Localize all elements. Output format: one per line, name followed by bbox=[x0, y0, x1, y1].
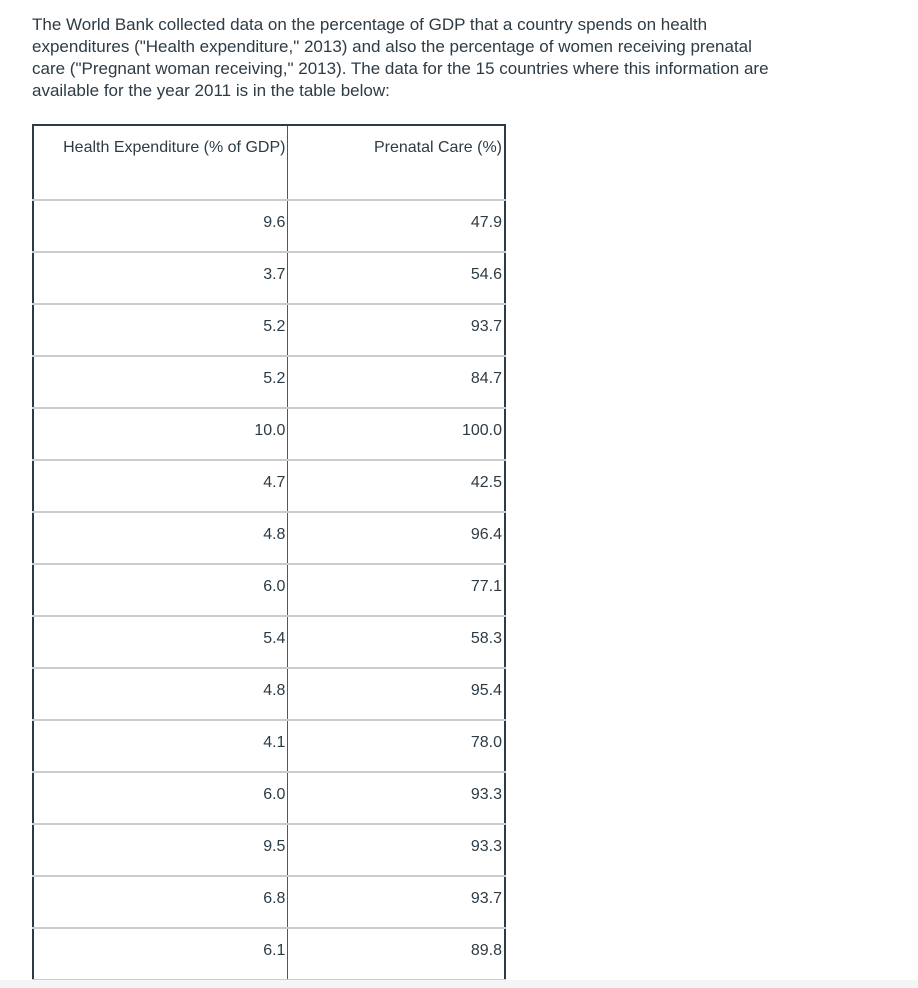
health-expenditure-cell: 5.2 bbox=[33, 304, 288, 356]
table-row bbox=[33, 252, 505, 304]
prenatal-care-cell: 47.9 bbox=[288, 200, 505, 252]
table-row bbox=[33, 356, 505, 408]
health-expenditure-cell: 10.0 bbox=[33, 408, 288, 460]
header-health-expenditure: Health Expenditure (% of GDP) bbox=[33, 125, 288, 200]
data-table bbox=[32, 124, 506, 981]
prenatal-care-cell: 93.7 bbox=[288, 876, 505, 928]
health-expenditure-cell: 6.8 bbox=[33, 876, 288, 928]
health-expenditure-cell: 6.1 bbox=[33, 928, 288, 980]
prenatal-care-cell: 93.3 bbox=[288, 772, 505, 824]
table-row bbox=[33, 616, 505, 668]
table-row bbox=[33, 304, 505, 356]
table-row bbox=[33, 772, 505, 824]
health-expenditure-cell: 9.6 bbox=[33, 200, 288, 252]
table-row bbox=[33, 408, 505, 460]
table-row bbox=[33, 824, 505, 876]
health-expenditure-cell: 4.7 bbox=[33, 460, 288, 512]
prenatal-care-cell: 54.6 bbox=[288, 252, 505, 304]
prenatal-care-cell: 93.3 bbox=[288, 824, 505, 876]
health-expenditure-cell: 6.0 bbox=[33, 772, 288, 824]
health-expenditure-cell: 3.7 bbox=[33, 252, 288, 304]
table-row bbox=[33, 720, 505, 772]
prenatal-care-cell: 84.7 bbox=[288, 356, 505, 408]
table-row bbox=[33, 928, 505, 980]
page-footer-band bbox=[0, 980, 918, 988]
prenatal-care-cell: 96.4 bbox=[288, 512, 505, 564]
prenatal-care-cell: 93.7 bbox=[288, 304, 505, 356]
prenatal-care-cell: 77.1 bbox=[288, 564, 505, 616]
prenatal-care-cell: 95.4 bbox=[288, 668, 505, 720]
health-expenditure-cell: 9.5 bbox=[33, 824, 288, 876]
table-header-row bbox=[33, 125, 505, 200]
health-expenditure-cell: 4.1 bbox=[33, 720, 288, 772]
prenatal-care-cell: 42.5 bbox=[288, 460, 505, 512]
prenatal-care-cell: 100.0 bbox=[288, 408, 505, 460]
table-row bbox=[33, 200, 505, 252]
health-expenditure-cell: 6.0 bbox=[33, 564, 288, 616]
health-expenditure-cell: 4.8 bbox=[33, 512, 288, 564]
health-expenditure-cell: 5.4 bbox=[33, 616, 288, 668]
prenatal-care-cell: 78.0 bbox=[288, 720, 505, 772]
health-expenditure-cell: 5.2 bbox=[33, 356, 288, 408]
health-expenditure-cell: 4.8 bbox=[33, 668, 288, 720]
table-row bbox=[33, 876, 505, 928]
prenatal-care-cell: 89.8 bbox=[288, 928, 505, 980]
table-row bbox=[33, 460, 505, 512]
prenatal-care-cell: 58.3 bbox=[288, 616, 505, 668]
table-row bbox=[33, 668, 505, 720]
header-prenatal-care: Prenatal Care (%) bbox=[288, 125, 505, 200]
table-row bbox=[33, 512, 505, 564]
problem-intro-text: The World Bank collected data on the percentage of GDP that a country spends on health expenditures ("Health expenditure," 2013) and also the percentage of women receiving prenatal care ("Pregnant woman receiving," 2013). The data for the 15 countries where this information are available for the year 2011 is in the table below: bbox=[32, 15, 769, 100]
table-row bbox=[33, 564, 505, 616]
